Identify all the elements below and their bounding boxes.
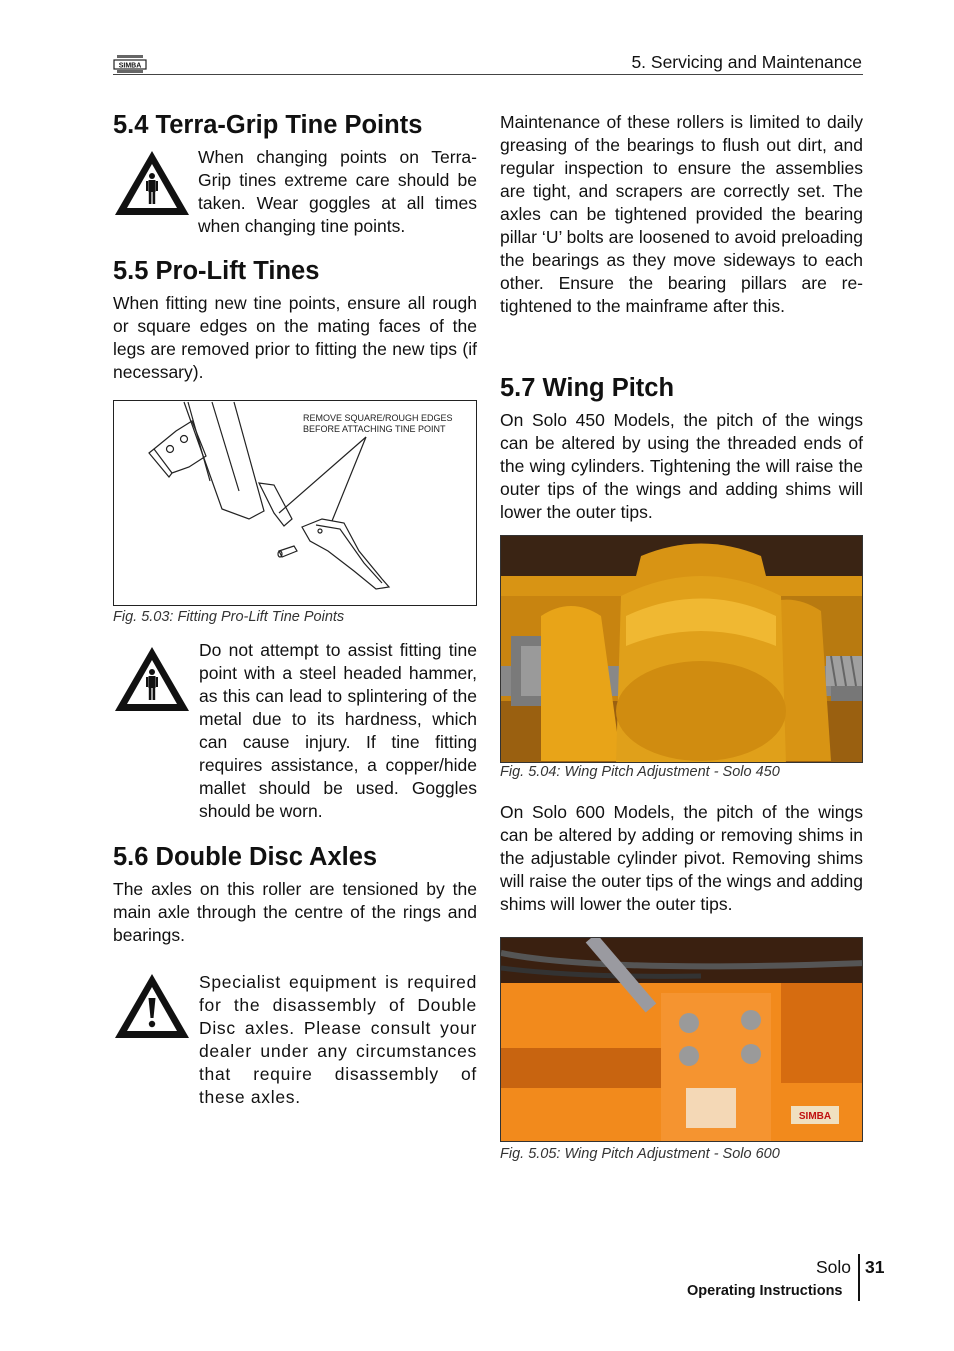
text-5-5: When fitting new tine points, ensure all rough or square edges on the mating faces of the legs are removed prior to fitting the new tips (if necessary). bbox=[113, 293, 477, 382]
person-warning-icon bbox=[113, 149, 191, 222]
header-divider bbox=[113, 74, 863, 75]
person-warning-icon bbox=[113, 645, 191, 718]
warning-text-5-5: Do not attempt to assist fitting tine point with a steel headed hammer, as this can lead to splintering of the metal due to its hardness, which can cause injury. If tine fitting requires assistance, a copper/hide mallet should be used. Goggles should be worn. bbox=[199, 640, 477, 821]
roller-maintenance-text: Maintenance of these rollers is limited to daily greasing of the bearings to flush out dirt, and regular inspection to ensure the assemblies are tight, and scrapers are correctly set. The axles can be tightened provided the bearing pillar ‘U’ bolts are loosened to avoid preloading the bearings as they move sideways to each other. Ensure the bearing pillars are re- tightened to the mainframe after this. bbox=[500, 112, 863, 316]
section-title: 5. Servicing and Maintenance bbox=[631, 52, 862, 72]
figure-caption-5-05: Fig. 5.05: Wing Pitch Adjustment - Solo 600 bbox=[500, 1146, 780, 1162]
figure-5-03 bbox=[113, 400, 477, 606]
warning-text-5-4: When changing points on Terra-Grip tines extreme care should be taken. Wear goggles at all times when changing tine points. bbox=[198, 147, 477, 236]
exclamation-warning-icon bbox=[113, 972, 191, 1045]
figure-caption-5-04: Fig. 5.04: Wing Pitch Adjustment - Solo 450 bbox=[500, 764, 780, 780]
warning-text-5-6: Specialist equipment is required for the disassembly of Double Disc axles. Please consult your dealer under any circumstances that require disassembly of these axles. bbox=[199, 972, 477, 1107]
figure-note: REMOVE SQUARE/ROUGH EDGES BEFORE ATTACHING TINE POINT bbox=[303, 413, 453, 434]
simba-logo bbox=[113, 54, 147, 74]
footer-doc-title: Operating Instructions bbox=[687, 1283, 843, 1299]
heading-5-4: 5.4 Terra-Grip Tine Points bbox=[113, 111, 423, 139]
figure-caption-5-03: Fig. 5.03: Fitting Pro-Lift Tine Points bbox=[113, 609, 345, 625]
photo-solo-600 bbox=[500, 937, 863, 1142]
page-number: 31 bbox=[865, 1257, 885, 1277]
heading-5-7: 5.7 Wing Pitch bbox=[500, 374, 675, 402]
text-5-7-solo-450: On Solo 450 Models, the pitch of the wings can be altered by using the threaded ends of the wing cylinders. Tightening the will raise the outer tips of the wings and adding shims will lower the outer tips. bbox=[500, 410, 863, 522]
footer-product: Solo bbox=[816, 1257, 852, 1277]
footer-divider bbox=[858, 1254, 860, 1301]
text-5-7-solo-600: On Solo 600 Models, the pitch of the wings can be altered by adding or removing shims in the adjustable cylinder pivot. Removing shims will raise the outer tips of the wings and adding shims will lower the outer tips. bbox=[500, 802, 863, 914]
heading-5-5: 5.5 Pro-Lift Tines bbox=[113, 257, 320, 285]
photo-logo-text: SIMBA bbox=[798, 1111, 832, 1122]
text-5-6: The axles on this roller are tensioned by the main axle through the centre of the rings and bearings. bbox=[113, 879, 477, 945]
photo-solo-450 bbox=[500, 535, 863, 763]
logo-text: SIMBA bbox=[118, 62, 142, 70]
heading-5-6: 5.6 Double Disc Axles bbox=[113, 843, 378, 871]
